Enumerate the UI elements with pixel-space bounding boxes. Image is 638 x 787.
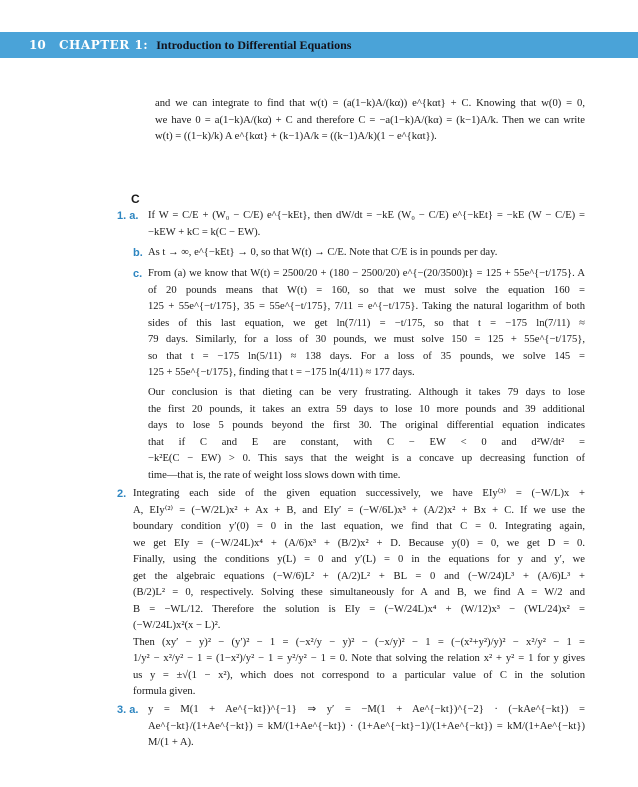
text-line: we have 0 = a(1−k)A/(kα) + C and therefore C = −a(1−k)A/(kα) = (k−1)A/k. Then we can write (155, 114, 585, 126)
text-line: If W = C/E + (W₀ − C/E) e^{−kEt}, then dW/dt = −kE (W₀ − C/E) e^{−kEt} = −kE (W − C/E) = (148, 210, 585, 221)
text-line: 1/y² − x²/y² − 1 = (1−x²)/y² − 1 = y²/y² − 1 = 0. Note that solving the relation x² + y² = 1 for y gives (133, 653, 585, 664)
problem-3a (148, 702, 585, 752)
problem-1b (148, 245, 585, 262)
problem-2 (133, 486, 585, 701)
text-line: −k²E(C − EW) > 0. This says that the weight is a concave up decreasing function of (148, 453, 585, 464)
text-line: 125 + 55e^{−t/175}, 35 = 55e^{−t/175}, 7/11 = e^{−t/175}. Taking the natural logarithm of both (148, 301, 585, 312)
problem-2-marker: 2. (117, 488, 127, 500)
text-line: Then (xy′ − y)² − (y′)² − 1 = (−x²/y − y)² − (−x/y)² − 1 = (−(x²+y²)/y)² − x²/y² − 1 = (133, 636, 585, 648)
text-line: sides of this last equation, we get ln(7/11) = −t/175, so that t = −175 ln(7/11) ≈ (148, 317, 585, 329)
text-line: Ae^{−kt}/(1+Ae^{−kt}) = kM/(1+Ae^{−kt}) · (1+Ae^{−kt}−1)/(1+Ae^{−kt}) = kM/(1+Ae^{−kt}) (148, 720, 585, 732)
text-line: formula given. (133, 686, 196, 697)
text-line: so that t = −175 ln(5/11) ≈ 138 days. For a loss of 35 pounds, we solve 145 = (148, 350, 585, 362)
page-number: 10 (29, 38, 46, 52)
text-line: (−W/24L)x²(x − L)². (133, 620, 221, 631)
problem-3a-marker: 3. a. (117, 704, 139, 716)
problem-1a (148, 208, 585, 241)
text-line: (B/2)L² = 0, respectively. Solving these simultaneously for A and B, we find A = W/2 and (133, 587, 585, 598)
text-line: y = M(1 + Ae^{−kt})^{−1} ⇒ y′ = −M(1 + Ae^{−kt})^{−2} · (−kAe^{−kt}) = (148, 704, 585, 715)
text-line: the first 20 pounds, it takes an extra 59 days to lose 10 more pounds and 39 additional (148, 403, 585, 415)
text-line: boundary condition y′(0) = 0 in the last equation, we find that C = 0. Integrating again, (133, 521, 585, 532)
text-line: w(t) = ((1−k)/k) A e^{kαt} + (k−1)A/k = ((k−1)A/k)(1 − e^{kαt}). (155, 131, 437, 142)
text-line: we get EIy = (−W/24L)x⁴ + (A/6)x³ + (B/2)x² + D. Because y(0) = 0, we get D = 0. (133, 537, 585, 549)
chapter-header-bar (0, 32, 638, 58)
intro-paragraph (155, 96, 585, 146)
text-line: and we can integrate to find that w(t) = (a(1−k)A/(kα)) e^{kαt} + C. Knowing that w(0) = 0, (155, 98, 585, 109)
text-line: that if C and E are constant, with C − EW < 0 and d²W/dt² = (148, 436, 585, 448)
problem-1c-marker: c. (133, 268, 143, 280)
text-line: As t → ∞, e^{−kEt} → 0, so that W(t) → C/E. Note that C/E is in pounds per day. (148, 247, 498, 258)
text-line: 125 + 55e^{−t/175}, finding that t = −175 ln(4/11) ≈ 177 days. (148, 367, 415, 378)
text-line: A, EIy⁽²⁾ = (−W/2L)x² + Ax + B, and EIy′ = (−W/6L)x³ + (A/2)x² + Bx + C. If we use the (133, 504, 585, 516)
chapter-label: CHAPTER 1: (59, 38, 149, 52)
text-line: days to lose 5 pounds beyond the first 30. The original differential equation indicates (148, 420, 585, 431)
text-line: time—that is, the rate of weight loss slows down with time. (148, 469, 401, 481)
text-line: of 20 pounds means that W(t) = 160, so that we must solve the equation 160 = (148, 284, 585, 296)
text-line: −kEW + kC = k(C − EW). (148, 226, 261, 238)
problem-1c-conclusion (148, 385, 585, 484)
text-line: us y = ±√(1 − x²), which does not correspond to a particular value of C in the solution (133, 669, 585, 681)
text-line: From (a) we know that W(t) = 2500/20 + (180 − 2500/20) e^{−(20/3500)t} = 125 + 55e^{−t/175}. A (148, 268, 585, 279)
problem-1c (148, 266, 585, 382)
text-line: get the algebraic equations (−W/6)L² + (A/2)L² + BL = 0 and (−W/24)L³ + (A/6)L³ + (133, 570, 585, 582)
problem-1a-marker: 1. a. (117, 210, 139, 222)
section-letter: C (131, 192, 140, 206)
text-line: 79 days. Similarly, for a loss of 30 pounds, we must solve 150 = 125 + 55e^{−t/175}, (148, 334, 585, 345)
text-line: Finally, using the conditions y(L) = 0 and y′(L) = 0 in the equations for y and y′, we (133, 554, 585, 565)
chapter-title: Introduction to Differential Equations (156, 37, 352, 52)
text-line: B = −WL/12. Therefore the solution is EIy = (−W/24L)x⁴ + (W/12)x³ − (WL/24)x² = (133, 603, 585, 615)
text-line: Integrating each side of the given equation successively, we have EIy⁽³⁾ = (−W/L)x + (133, 488, 585, 499)
text-line: Our conclusion is that dieting can be very frustrating. Although it takes 79 days to lose (148, 387, 585, 398)
text-line: M/(1 + A). (148, 737, 194, 748)
problem-1b-marker: b. (133, 247, 143, 259)
